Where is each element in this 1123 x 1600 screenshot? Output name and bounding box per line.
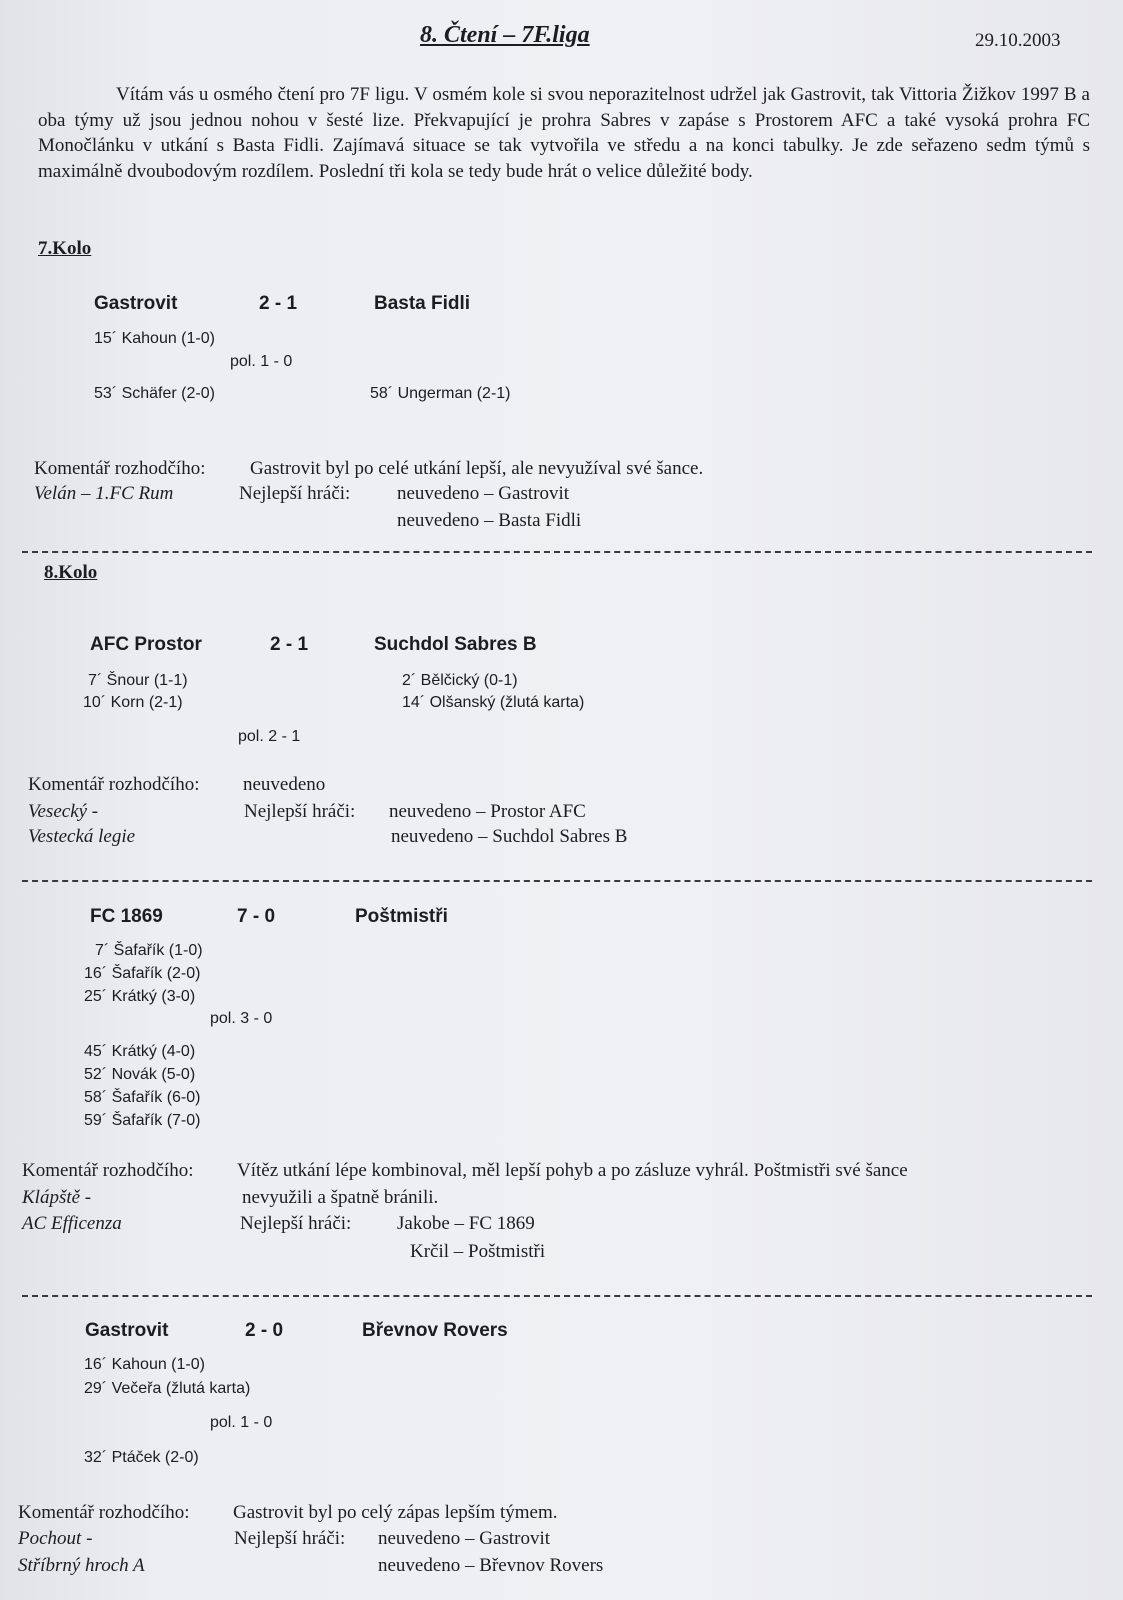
halftime-score: pol. 3 - 0 (210, 1010, 273, 1027)
goal-event: 59´ Šafařík (7-0) (84, 1112, 201, 1129)
referee-name: Velán – 1.FC Rum (34, 483, 174, 504)
goal-event: 7´ Šnour (1-1) (88, 672, 188, 689)
best-player: neuvedeno – Prostor AFC (389, 801, 586, 822)
match-score: 7 - 0 (237, 906, 276, 927)
referee-comment: Gastrovit byl po celý zápas lepším týmem. (233, 1502, 558, 1523)
away-team: Břevnov Rovers (362, 1320, 508, 1341)
best-players-label: Nejlepší hráči: (234, 1528, 346, 1549)
home-team: Gastrovit (85, 1320, 169, 1341)
booking-event: 29´ Večeřa (žlutá karta) (84, 1380, 251, 1397)
best-players-label: Nejlepší hráči: (240, 1213, 352, 1234)
home-team: Gastrovit (94, 293, 178, 314)
round-heading-7: 7.Kolo (38, 238, 92, 259)
referee-team: Stříbrný hroch A (18, 1555, 145, 1576)
referee-comment-label: Komentář rozhodčího: (22, 1160, 194, 1181)
referee-comment-label: Komentář rozhodčího: (34, 458, 206, 479)
referee-comment-label: Komentář rozhodčího: (18, 1502, 190, 1523)
goal-event: 32´ Ptáček (2-0) (84, 1449, 199, 1466)
away-team: Poštmistři (355, 906, 448, 927)
goal-event: 2´ Bělčický (0-1) (402, 672, 518, 689)
referee-comment: Vítěz utkání lépe kombinoval, měl lepší pohyb a po zásluze vyhrál. Poštmistři své šance (237, 1160, 908, 1181)
away-team: Suchdol Sabres B (374, 634, 537, 655)
goal-event: 16´ Kahoun (1-0) (84, 1356, 205, 1373)
best-player: Jakobe – FC 1869 (397, 1213, 535, 1234)
referee-name: Pochout - (18, 1528, 93, 1549)
best-player: neuvedeno – Gastrovit (397, 483, 570, 504)
match-score: 2 - 1 (270, 634, 309, 655)
best-player: neuvedeno – Břevnov Rovers (378, 1555, 604, 1576)
best-player: Krčil – Poštmistři (410, 1241, 546, 1262)
goal-event: 16´ Šafařík (2-0) (84, 965, 201, 982)
halftime-score: pol. 2 - 1 (238, 728, 301, 745)
referee-team: Vestecká legie (28, 826, 136, 847)
goal-event: 7´ Šafařík (1-0) (95, 942, 203, 959)
referee-comment-continued: nevyužili a špatně bránili. (242, 1187, 439, 1208)
best-players-label: Nejlepší hráči: (244, 801, 356, 822)
referee-name: Vesecký - (28, 801, 99, 822)
match-score: 2 - 0 (245, 1320, 284, 1341)
best-player: neuvedeno – Gastrovit (378, 1528, 551, 1549)
round-heading-8: 8.Kolo (44, 562, 98, 583)
home-team: FC 1869 (90, 906, 163, 927)
referee-name: Klápště - (22, 1187, 92, 1208)
match-score: 2 - 1 (259, 293, 298, 314)
intro-paragraph: Vítám vás u osmého čtení pro 7F ligu. V osmém kole si svou neporazitelnost udržel jak Gastrovit, tak Vittoria Žižkov 1997 B a oba týmy už jsou jednou nohou v šesté lize. Překvapující je prohra Sabres v zapáse s Prostorem AFC a také vysoká prohra FC Monočlánku v utkání s Basta Fidli. Zajímavá situace se tak vytvořila ve středu a na konci tabulky. Je zde seřazeno sedm týmů s maximálně dvoubodovým rozdílem. Poslední tři kola se tedy bude hrát o velice důležité body. (38, 84, 1090, 182)
goal-event: 45´ Krátký (4-0) (84, 1043, 196, 1060)
document-date: 29.10.2003 (975, 30, 1061, 51)
best-player: neuvedeno – Suchdol Sabres B (391, 826, 628, 847)
referee-comment: neuvedeno (243, 774, 326, 795)
goal-event: 15´ Kahoun (1-0) (94, 330, 215, 347)
best-players-label: Nejlepší hráči: (239, 483, 351, 504)
referee-team: AC Efficenza (22, 1213, 122, 1234)
best-player: neuvedeno – Basta Fidli (397, 510, 582, 531)
goal-event: 25´ Krátký (3-0) (84, 988, 196, 1005)
goal-event: 58´ Šafařík (6-0) (84, 1089, 201, 1106)
halftime-score: pol. 1 - 0 (230, 353, 293, 370)
referee-comment-label: Komentář rozhodčího: (28, 774, 200, 795)
home-team: AFC Prostor (90, 634, 202, 655)
dashed-separator (22, 551, 1092, 553)
document-title: 8. Čtení – 7F.liga (420, 22, 590, 48)
goal-event: 58´ Ungerman (2-1) (370, 385, 511, 402)
goal-event: 53´ Schäfer (2-0) (94, 385, 215, 402)
goal-event: 10´ Korn (2-1) (83, 694, 183, 711)
dashed-separator (22, 1295, 1092, 1297)
referee-comment: Gastrovit byl po celé utkání lepší, ale nevyužíval své šance. (250, 458, 704, 479)
away-team: Basta Fidli (374, 293, 471, 314)
dashed-separator (22, 880, 1092, 882)
goal-event: 52´ Novák (5-0) (84, 1066, 196, 1083)
booking-event: 14´ Olšanský (žlutá karta) (402, 694, 585, 711)
halftime-score: pol. 1 - 0 (210, 1414, 273, 1431)
